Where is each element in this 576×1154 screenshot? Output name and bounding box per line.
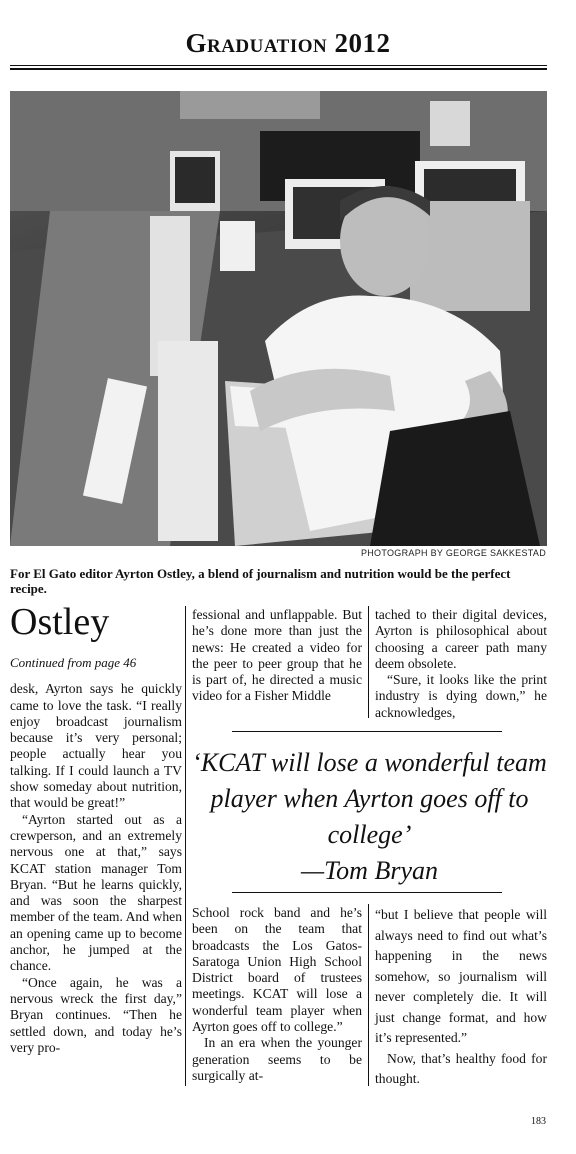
paragraph: In an era when the younger generation seems to be surgically at- [192,1035,362,1083]
paragraph: Now, that’s healthy food for thought. [375,1050,547,1086]
article-column-3-bottom [375,905,547,1090]
article-column-3-top [375,607,547,721]
article-column-2-bottom [192,905,362,1084]
section-title: Graduation 2012 [185,28,391,58]
column-divider [368,904,369,1086]
page-number: 183 [531,1116,546,1127]
paragraph: desk, Ayrton says he quickly came to love the task. “I really enjoy broadcast journalism because it’s very personal; people actually hear you talking. If I could launch a TV show someday about nutrition, that would be great!” [10,681,182,811]
paragraph: tached to their digital devices, Ayrton is philosophical about choosing a career path many deem obsolete. [375,607,547,671]
paragraph: “Ayrton started out as a crewperson, and an extremely nervous one at that,” says KCAT station manager Tom Bryan. “But he learns quickly, and was soon the sharpest member of the team. And when an opening came up to become anchor, he jumped at the chance. [10,811,182,974]
article-headline: Ostley [10,601,110,643]
pull-quote-text: ‘KCAT will lose a wonderful team player when Ayrton goes off to college’ [192,748,547,849]
page-header [0,0,576,70]
pull-quote [192,745,547,889]
article-column-1 [10,601,182,1056]
paragraph: “Sure, it looks like the print industry is dying down,” he acknowledges, [375,672,547,720]
photo-caption: For El Gato editor Ayrton Ostley, a blend of journalism and nutrition would be the perfect recipe. [10,566,511,596]
continued-note: Continued from page 46 [10,655,137,670]
paragraph: “but I believe that people will always need to find out what’s happening in the news somehow, so journalism will never completely die. It will just change format, and how it’s represented.” [375,907,547,1045]
pullquote-rule-top [232,731,502,732]
photo-credit: PHOTOGRAPH BY GEORGE SAKKESTAD [360,548,546,558]
pullquote-rule-bottom [232,892,502,893]
photo-illustration [10,91,547,546]
paragraph: fessional and unflappable. But he’s done more than just the news: He created a video for the peer to peer group that he is part of, he directed a music video for a Fisher Middle [192,607,362,704]
column-divider [185,606,186,1086]
article-photo [10,91,547,546]
paragraph: “Once again, he was a nervous wreck the first day,” Bryan continues. “Then he settled down, and today he’s very pro- [10,974,182,1055]
header-rule-thick [10,68,547,70]
header-rule-thin [10,65,547,66]
paragraph: School rock band and he’s been on the team that broadcasts the Los Gatos-Saratoga Union High School District board of trustees meetings. KCAT will lose a wonderful team player when Ayrton goes off to college.” [192,905,362,1035]
pull-quote-attribution: —Tom Bryan [300,856,438,885]
column-divider [368,606,369,718]
article-column-2-top [192,607,362,705]
